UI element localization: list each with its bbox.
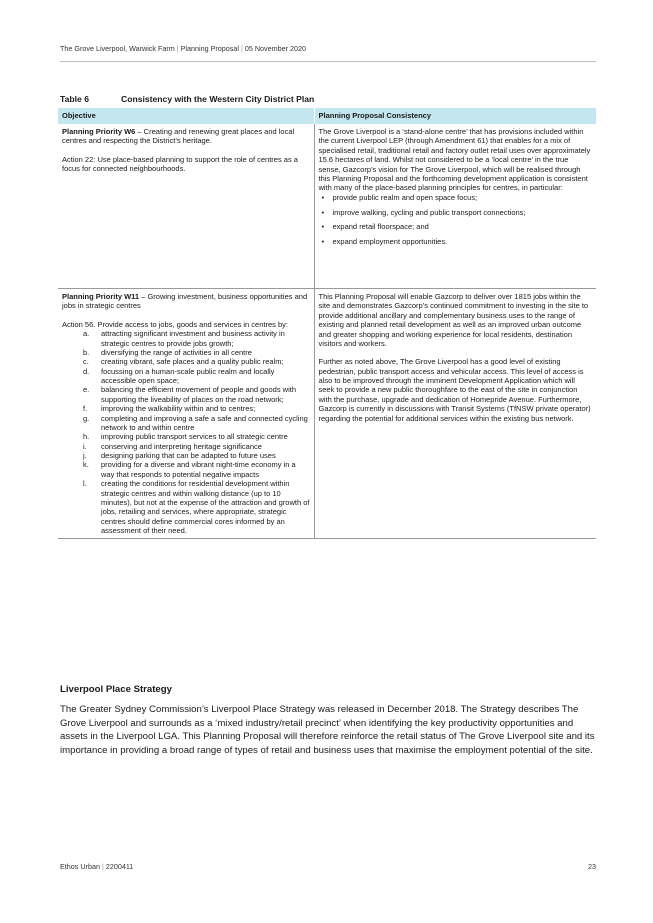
list-item: [62, 329, 310, 348]
page-number: 23: [588, 862, 596, 871]
item-letter: l.: [83, 479, 87, 489]
list-item: [62, 385, 310, 404]
footer-company: Ethos Urban: [60, 862, 100, 871]
item-text: creating vibrant, safe places and a quality public realm;: [101, 357, 284, 367]
consistency-cell: [314, 124, 596, 289]
table-number: Table 6: [60, 94, 89, 104]
item-letter: f.: [83, 404, 88, 414]
item-text: conserving and interpreting heritage significance: [101, 441, 262, 451]
footer-separator: |: [101, 862, 104, 871]
column-header-consistency: Planning Proposal Consistency: [314, 108, 596, 124]
item-text: completing and improving a safe a safe and connected cycling network to and within centre: [101, 413, 308, 432]
item-text: improving public transport services to all strategic centre: [101, 432, 288, 442]
priority-text: – Growing investment, business opportunities and jobs in strategic centres: [62, 292, 308, 311]
action-statement: Action 22: Use place-based planning to support the role of centres as a focus for connected neighbourhoods.: [62, 154, 298, 174]
list-item: [62, 442, 310, 451]
item-text: providing for a diverse and vibrant night-time economy in a way that responds to potential negative impacts: [101, 460, 296, 479]
item-letter: i.: [83, 441, 87, 451]
list-item: [62, 479, 310, 535]
section-body: The Greater Sydney Commission’s Liverpool Place Strategy was released in December 2018. The Strategy describes The Grove Liverpool and surrounds as a ‘mixed industry/retail precinct’ when identifying the key productivity opportunities and assets in the Liverpool LGA. This Planning Proposal will therefore reinforce the retail status of The Grove Liverpool site and its importance in providing a broad range of types of retail and business uses that maximise the employment potential of the site.: [60, 704, 595, 756]
item-letter: b.: [83, 347, 90, 357]
item-letter: a.: [83, 329, 90, 339]
table-title: Consistency with the Western City District Plan: [121, 94, 315, 104]
list-item: • improve walking, cycling and public transport connections;: [333, 208, 593, 217]
consistency-text: The Grove Liverpool is a ‘stand-alone centre’ that has provisions included within the current Liverpool LEP (through Amendment 61) that enables for a mix of specialised retail, traditional retail and factory outlet retail uses over approximately 15.6 hectares of land. Whilst not considered to be a ‘local centre’ in the true sense, Gazcorp’s vision for The Grove Liverpool, which will be realised through this Planning Proposal and the forthcoming development application is consistent with many of the place-based planning principles for centres, in particular:: [318, 127, 591, 193]
consistency-text: Further as noted above, The Grove Liverpool has a good level of existing pedestrian, public transport access and vehicular access. This level of access is also to be improved through the imminent Development Application which will seek to provide a new public thoroughfare to the east of the site in conjunction with the purchase, upgrade and dedication of Homepride Avenue. Furthermore, Gazcorp is currently in discussions with Transit Systems (TfNSW private operator) regarding the potential for additional services within the existing bus network.: [318, 357, 591, 423]
list-item: [62, 357, 310, 366]
priority-statement: [62, 292, 310, 311]
consistency-table: [58, 108, 596, 539]
header-divider: [60, 61, 596, 62]
item-letter: j.: [83, 451, 87, 460]
header-separator: |: [240, 44, 243, 53]
list-item: [62, 404, 310, 413]
list-item: [62, 367, 310, 386]
objective-cell: [58, 289, 314, 539]
column-header-objective: Objective: [58, 108, 314, 124]
item-letter: e.: [83, 385, 90, 395]
item-text: designing parking that can be adapted to future uses: [101, 451, 276, 460]
list-item: • expand employment opportunities.: [333, 237, 593, 246]
priority-title: Planning Priority W11: [62, 292, 140, 301]
list-item: [62, 451, 310, 460]
header-date: 05 November 2020: [244, 44, 306, 53]
list-item: • expand retail floorspace; and: [333, 222, 593, 231]
priority-statement: [62, 127, 310, 146]
item-letter: h.: [83, 432, 90, 442]
consistency-cell: [314, 289, 596, 539]
running-header: [60, 44, 596, 53]
list-item: [62, 414, 310, 433]
item-text: attracting significant investment and business activity in strategic centres to provide jobs growth;: [101, 329, 285, 348]
table-row: [58, 289, 596, 539]
table-row: [58, 124, 596, 289]
objective-cell: [58, 124, 314, 289]
principles-list: [319, 193, 593, 247]
item-text: improving the walkability within and to centres;: [101, 404, 256, 414]
list-item: [62, 348, 310, 357]
consistency-text: This Planning Proposal will enable Gazcorp to deliver over 1815 jobs within the site and demonstrates Gazcorp’s continued commitment to investing in the site to provide additional ancillary and complementary business uses to the range of existing and planned retail development as well as an improved urban outcome and greater shopping and working experience for local residents, destination visitors and workers.: [318, 292, 589, 348]
item-letter: d.: [83, 366, 90, 376]
header-title: Planning Proposal: [180, 44, 239, 53]
item-letter: g.: [83, 413, 90, 423]
item-text: diversifying the range of activities in all centre: [101, 347, 252, 357]
header-separator: |: [176, 44, 179, 53]
item-text: creating the conditions for residential development within strategic centres and within walking distance (up to 10 minutes), but not at the expense of the attraction and growth of jobs, retailing and services, where appropriate, strategic centres should define commercial cores informed by an assessment of their need.: [101, 479, 310, 535]
priority-text: – Creating and renewing great places and local centres and respecting the District’s heritage.: [62, 127, 295, 146]
item-letter: c.: [83, 357, 89, 367]
item-text: balancing the efficient movement of people and goods with supporting the liveability of places on the road network;: [101, 385, 296, 404]
section-heading: Liverpool Place Strategy: [60, 684, 172, 695]
list-item: [62, 432, 310, 441]
table-header-row: [58, 108, 596, 124]
list-item: • provide public realm and open space focus;: [333, 193, 593, 202]
item-text: focussing on a human-scale public realm and locally accessible open space;: [101, 366, 275, 385]
footer-reference: 2200411: [105, 862, 134, 871]
table-caption: [60, 94, 596, 104]
page-footer: [60, 862, 133, 871]
priority-title: Planning Priority W6: [62, 127, 136, 136]
action-statement: Action 56. Provide access to jobs, goods and services in centres by:: [62, 319, 288, 329]
item-letter: k.: [83, 460, 89, 470]
header-document: The Grove Liverpool, Warwick Farm: [60, 44, 175, 53]
action-items-list: [62, 329, 310, 535]
list-item: [62, 460, 310, 479]
